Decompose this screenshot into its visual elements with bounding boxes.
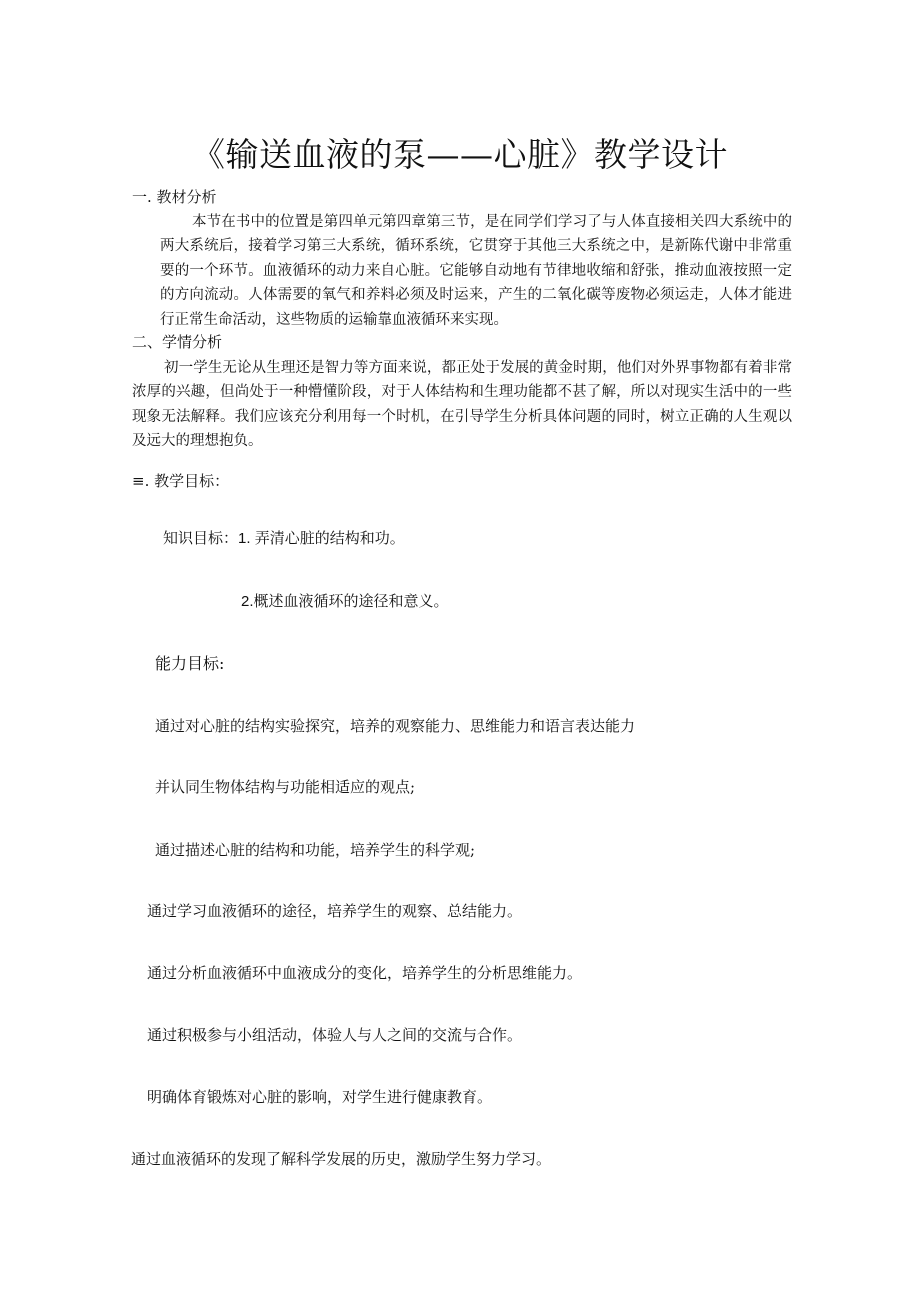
goal-line: 通过描述心脏的结构和功能，培养学生的科学观;: [155, 841, 476, 859]
page-title: 《输送血液的泵——心脏》教学设计: [192, 135, 728, 174]
section-heading-material-analysis: 一. 教材分析: [132, 188, 217, 206]
goal-line: 通过学习血液循环的途径，培养学生的观察、总结能力。: [147, 902, 523, 920]
knowledge-goal-item-1: 1. 弄清心脏的结构和功。: [238, 530, 405, 547]
goal-line: 并认同生物体结构与功能相适应的观点;: [155, 778, 416, 796]
section-heading-teaching-goals: ≡. 教学目标：: [132, 472, 230, 490]
knowledge-goal-item-2: 2.概述血液循环的途径和意义。: [241, 593, 449, 610]
goal-line: 通过分析血液循环中血液成分的变化，培养学生的分析思维能力。: [147, 964, 583, 982]
goal-line: 通过对心脏的结构实验探究，培养的观察能力、思维能力和语言表达能力: [155, 717, 636, 735]
goal-line: 通过血液循环的发现了解科学发展的历史，激励学生努力学习。: [131, 1150, 552, 1168]
student-analysis-paragraph: 初一学生无论从生理还是智力等方面来说，都正处于发展的黄金时期，他们对外界事物都有着非常浓厚的兴趣，但尚处于一种懵懂阶段，对于人体结构和生理功能都不甚了解，所以对现实生活中的一些现象无法解释。我们应该充分利用每一个时机，在引导学生分析具体问题的同时，树立正确的人生观以及远大的理想抱负。: [132, 360, 792, 450]
knowledge-goal-row: [163, 527, 405, 550]
goal-line: 通过积极参与小组活动，体验人与人之间的交流与合作。: [147, 1026, 523, 1044]
material-analysis-paragraph: 本节在书中的位置是第四单元第四章第三节，是在同学们学习了与人体直接相关四大系统中的两大系统后，接着学习第三大系统，循环系统，它贯穿于其他三大系统之中，是新陈代谢中非常重要的一个环节。血液循环的动力来自心脏。它能够自动地有节律地收缩和舒张，推动血液按照一定的方向流动。人体需要的氧气和养料必须及时运来，产生的二氧化碳等废物必须运走，人体才能进行正常生命活动，这些物质的运输靠血液循环来实现。: [160, 214, 792, 328]
ability-goal-label: 能力目标:: [155, 654, 225, 673]
goal-line: 明确体育锻炼对心脏的影响，对学生进行健康教育。: [147, 1088, 493, 1106]
knowledge-goal-label: 知识目标：: [163, 529, 239, 547]
section-heading-student-analysis: 二、学情分析: [132, 333, 223, 351]
